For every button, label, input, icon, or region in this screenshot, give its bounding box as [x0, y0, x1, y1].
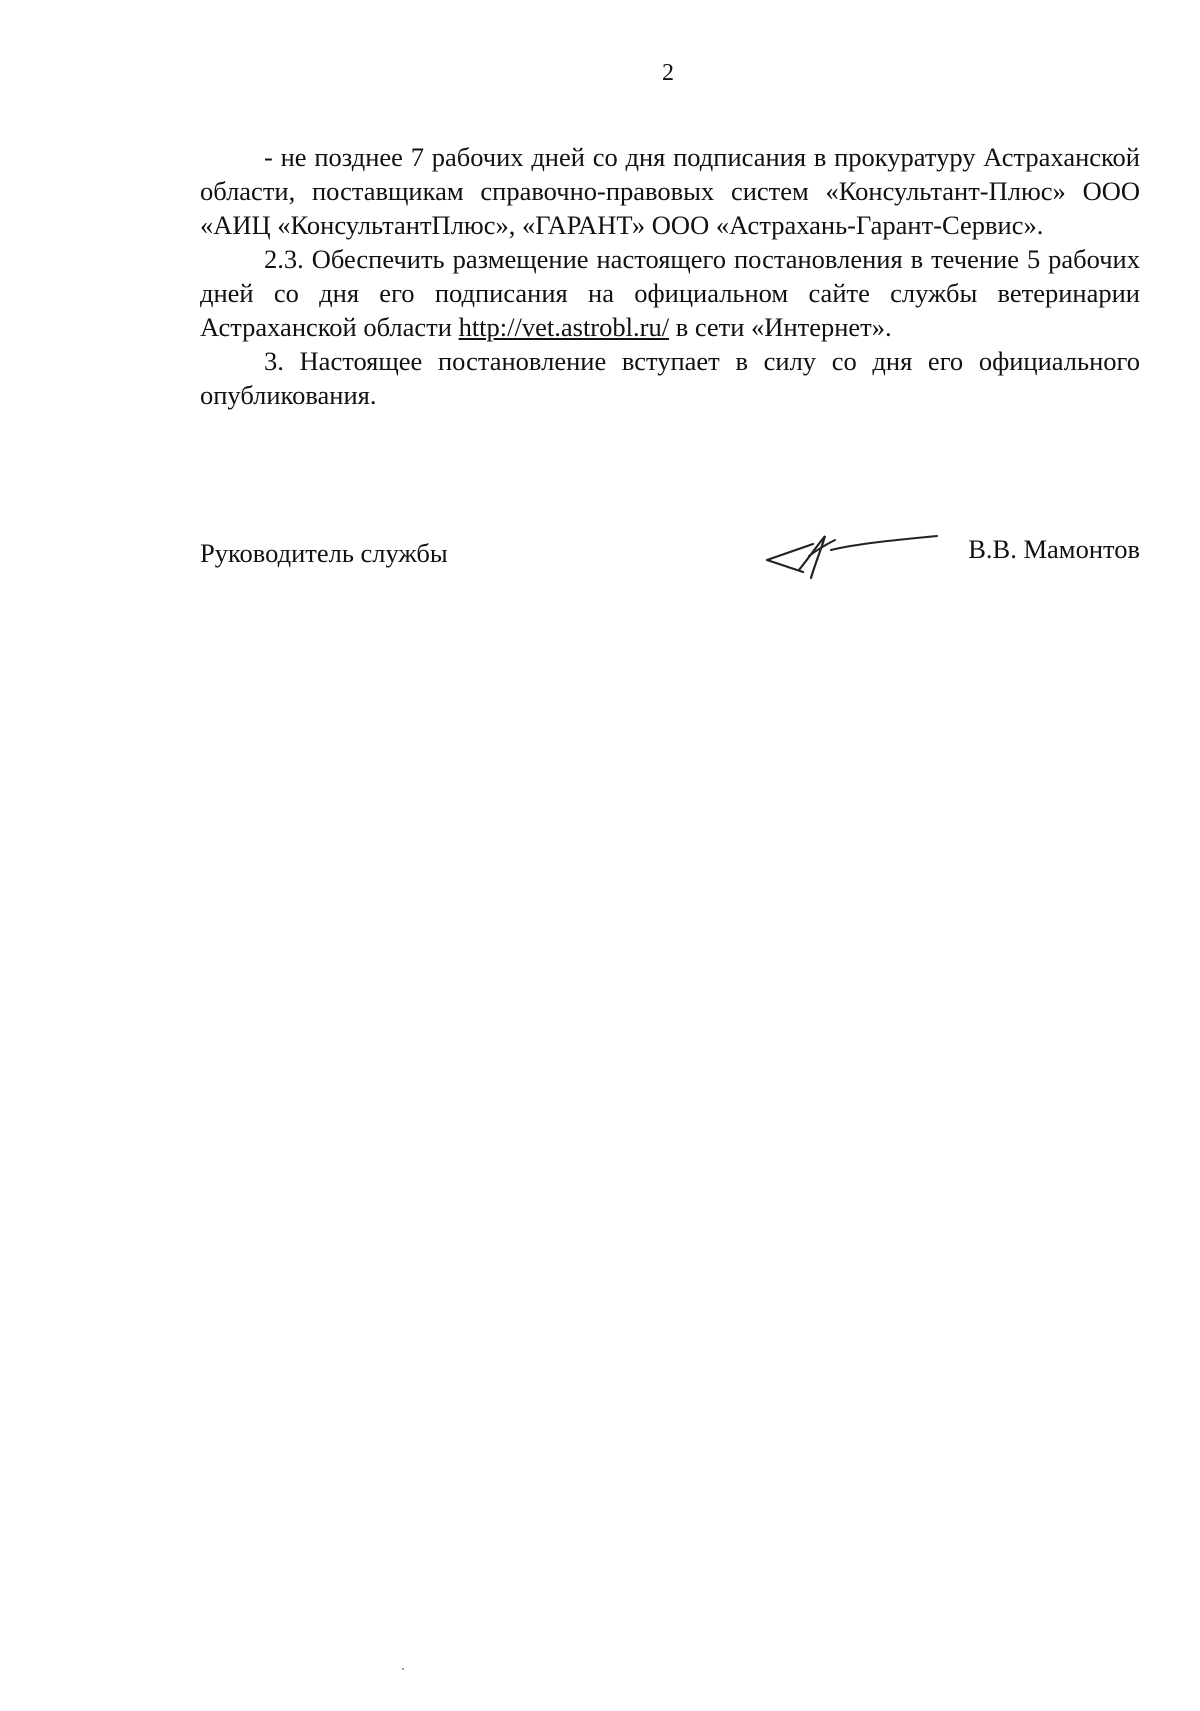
paragraph-publication: [200, 242, 1140, 344]
signature-block: [200, 530, 1140, 590]
paragraph-entry-into-force: [200, 344, 1140, 412]
paragraph-text: - не позднее 7 рабочих дней со дня подписания в прокуратуру Астраханской области, поставщикам справочно-правовых систем «Консультант-Плюс» ООО «АИЦ «КонсультантПлюс», «ГАРАНТ» ООО «Астрахань-Гарант-Сервис».: [200, 142, 1140, 240]
paragraph-text: 2.3. Обеспечить размещение настоящего постановления в течение 5 рабочих дней со дня его подписания на официальном сайте службы ветеринарии Астраханской области: [200, 244, 1140, 342]
website-link[interactable]: http://vet.astrobl.ru/: [458, 312, 670, 342]
document-body: [200, 140, 1140, 412]
paragraph-submission: [200, 140, 1140, 242]
signer-name: В.В. Мамонтов: [968, 534, 1140, 564]
paragraph-text: 3. Настоящее постановление вступает в силу со дня его официального опубликования.: [200, 346, 1140, 410]
paragraph-text: в сети «Интернет».: [669, 312, 892, 342]
page-number: 2: [662, 60, 674, 86]
handwritten-signature: [765, 530, 940, 580]
scan-speck: [402, 1668, 404, 1670]
signer-title: Руководитель службы: [200, 538, 448, 568]
